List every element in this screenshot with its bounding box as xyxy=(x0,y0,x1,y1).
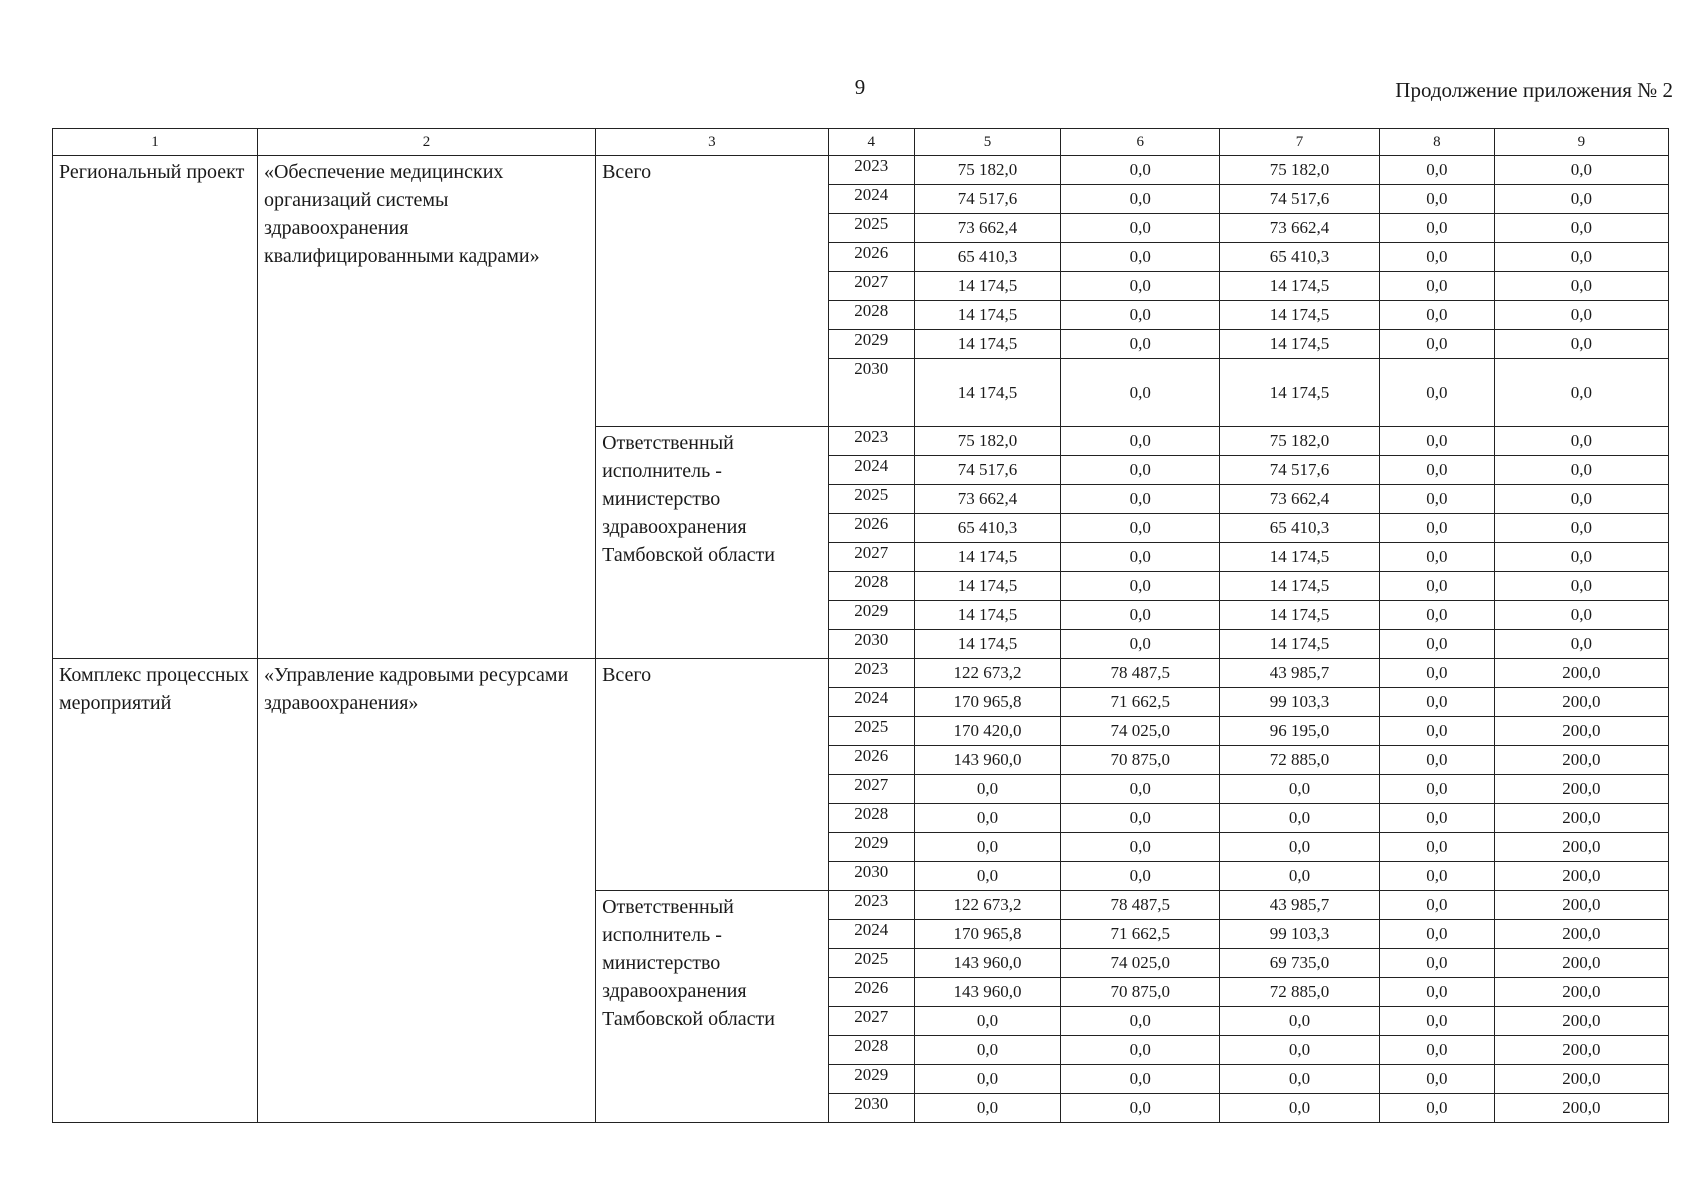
table-body xyxy=(53,156,1669,1123)
value-cell-c6: 71 662,5 xyxy=(1061,688,1220,717)
year-cell: 2023 xyxy=(828,891,914,920)
value-cell-c8: 0,0 xyxy=(1379,746,1494,775)
value-cell-c8: 0,0 xyxy=(1379,272,1494,301)
value-cell-c6: 0,0 xyxy=(1061,775,1220,804)
value-cell-c6: 0,0 xyxy=(1061,862,1220,891)
value-cell-c6: 74 025,0 xyxy=(1061,949,1220,978)
table-row xyxy=(53,659,1669,688)
value-cell-c6: 0,0 xyxy=(1061,833,1220,862)
value-cell-c5: 14 174,5 xyxy=(914,572,1061,601)
value-cell-c8: 0,0 xyxy=(1379,804,1494,833)
page-number: 9 xyxy=(854,75,866,99)
year-cell: 2029 xyxy=(828,330,914,359)
value-cell-c6: 0,0 xyxy=(1061,1036,1220,1065)
value-cell-c9: 0,0 xyxy=(1494,572,1668,601)
value-cell-c6: 74 025,0 xyxy=(1061,717,1220,746)
year-cell: 2030 xyxy=(828,630,914,659)
value-cell-c9: 0,0 xyxy=(1494,214,1668,243)
value-cell-c7: 75 182,0 xyxy=(1220,427,1380,456)
year-cell: 2030 xyxy=(828,1094,914,1123)
year-cell: 2027 xyxy=(828,543,914,572)
value-cell-c8: 0,0 xyxy=(1379,833,1494,862)
value-cell-c9: 0,0 xyxy=(1494,485,1668,514)
year-cell: 2029 xyxy=(828,833,914,862)
table-row xyxy=(53,156,1669,185)
value-cell-c8: 0,0 xyxy=(1379,543,1494,572)
value-cell-c5: 0,0 xyxy=(914,1094,1061,1123)
value-cell-c9: 0,0 xyxy=(1494,456,1668,485)
column-number: 6 xyxy=(1061,129,1220,156)
value-cell-c7: 14 174,5 xyxy=(1220,301,1380,330)
value-cell-c7: 0,0 xyxy=(1220,804,1380,833)
value-cell-c5: 0,0 xyxy=(914,1065,1061,1094)
value-cell-c9: 200,0 xyxy=(1494,1094,1668,1123)
value-cell-c8: 0,0 xyxy=(1379,891,1494,920)
value-cell-c8: 0,0 xyxy=(1379,301,1494,330)
value-cell-c7: 99 103,3 xyxy=(1220,920,1380,949)
value-cell-c5: 122 673,2 xyxy=(914,891,1061,920)
continuation-label: Продолжение приложения № 2 xyxy=(1395,78,1673,102)
value-cell-c5: 122 673,2 xyxy=(914,659,1061,688)
value-cell-c8: 0,0 xyxy=(1379,572,1494,601)
value-cell-c8: 0,0 xyxy=(1379,427,1494,456)
year-cell: 2029 xyxy=(828,601,914,630)
value-cell-c9: 0,0 xyxy=(1494,156,1668,185)
value-cell-c9: 0,0 xyxy=(1494,630,1668,659)
year-cell: 2023 xyxy=(828,156,914,185)
value-cell-c5: 143 960,0 xyxy=(914,746,1061,775)
value-cell-c5: 0,0 xyxy=(914,804,1061,833)
value-cell-c6: 78 487,5 xyxy=(1061,659,1220,688)
value-cell-c8: 0,0 xyxy=(1379,214,1494,243)
value-cell-c9: 0,0 xyxy=(1494,427,1668,456)
value-cell-c5: 74 517,6 xyxy=(914,185,1061,214)
value-cell-c8: 0,0 xyxy=(1379,485,1494,514)
subgroup-label-cell: Ответственный исполнитель - министерство здравоохранения Тамбовской области xyxy=(596,891,829,1123)
value-cell-c5: 74 517,6 xyxy=(914,456,1061,485)
value-cell-c7: 73 662,4 xyxy=(1220,485,1380,514)
value-cell-c7: 0,0 xyxy=(1220,862,1380,891)
value-cell-c7: 75 182,0 xyxy=(1220,156,1380,185)
value-cell-c8: 0,0 xyxy=(1379,1036,1494,1065)
year-cell: 2026 xyxy=(828,746,914,775)
value-cell-c9: 200,0 xyxy=(1494,688,1668,717)
value-cell-c9: 0,0 xyxy=(1494,601,1668,630)
value-cell-c6: 0,0 xyxy=(1061,1065,1220,1094)
value-cell-c8: 0,0 xyxy=(1379,920,1494,949)
year-cell: 2025 xyxy=(828,214,914,243)
value-cell-c7: 0,0 xyxy=(1220,1036,1380,1065)
value-cell-c8: 0,0 xyxy=(1379,775,1494,804)
value-cell-c9: 0,0 xyxy=(1494,272,1668,301)
value-cell-c6: 0,0 xyxy=(1061,330,1220,359)
column-number: 1 xyxy=(53,129,258,156)
year-cell: 2027 xyxy=(828,272,914,301)
value-cell-c9: 200,0 xyxy=(1494,775,1668,804)
value-cell-c9: 200,0 xyxy=(1494,1036,1668,1065)
year-cell: 2026 xyxy=(828,243,914,272)
value-cell-c6: 0,0 xyxy=(1061,601,1220,630)
value-cell-c5: 0,0 xyxy=(914,1036,1061,1065)
value-cell-c8: 0,0 xyxy=(1379,659,1494,688)
value-cell-c5: 73 662,4 xyxy=(914,214,1061,243)
value-cell-c9: 200,0 xyxy=(1494,833,1668,862)
value-cell-c6: 78 487,5 xyxy=(1061,891,1220,920)
value-cell-c6: 70 875,0 xyxy=(1061,746,1220,775)
value-cell-c7: 14 174,5 xyxy=(1220,543,1380,572)
year-cell: 2025 xyxy=(828,949,914,978)
value-cell-c6: 0,0 xyxy=(1061,214,1220,243)
year-cell: 2027 xyxy=(828,775,914,804)
value-cell-c9: 0,0 xyxy=(1494,359,1668,427)
value-cell-c5: 143 960,0 xyxy=(914,949,1061,978)
year-cell: 2027 xyxy=(828,1007,914,1036)
year-cell: 2029 xyxy=(828,1065,914,1094)
value-cell-c9: 200,0 xyxy=(1494,659,1668,688)
value-cell-c8: 0,0 xyxy=(1379,978,1494,1007)
value-cell-c7: 74 517,6 xyxy=(1220,185,1380,214)
value-cell-c9: 0,0 xyxy=(1494,330,1668,359)
year-cell: 2024 xyxy=(828,185,914,214)
year-cell: 2026 xyxy=(828,514,914,543)
value-cell-c6: 0,0 xyxy=(1061,456,1220,485)
value-cell-c5: 0,0 xyxy=(914,833,1061,862)
value-cell-c7: 65 410,3 xyxy=(1220,514,1380,543)
value-cell-c8: 0,0 xyxy=(1379,456,1494,485)
year-cell: 2028 xyxy=(828,572,914,601)
column-number: 4 xyxy=(828,129,914,156)
value-cell-c9: 200,0 xyxy=(1494,1007,1668,1036)
year-cell: 2028 xyxy=(828,1036,914,1065)
value-cell-c6: 0,0 xyxy=(1061,301,1220,330)
group-name-cell: «Управление кадровыми ресурсами здравоохранения» xyxy=(257,659,595,1123)
value-cell-c6: 70 875,0 xyxy=(1061,978,1220,1007)
value-cell-c5: 65 410,3 xyxy=(914,243,1061,272)
group-type-cell: Региональный проект xyxy=(53,156,258,659)
value-cell-c6: 0,0 xyxy=(1061,156,1220,185)
value-cell-c8: 0,0 xyxy=(1379,243,1494,272)
year-cell: 2023 xyxy=(828,427,914,456)
value-cell-c7: 72 885,0 xyxy=(1220,746,1380,775)
value-cell-c6: 71 662,5 xyxy=(1061,920,1220,949)
year-cell: 2030 xyxy=(828,862,914,891)
value-cell-c7: 14 174,5 xyxy=(1220,630,1380,659)
value-cell-c9: 0,0 xyxy=(1494,185,1668,214)
value-cell-c6: 0,0 xyxy=(1061,543,1220,572)
value-cell-c8: 0,0 xyxy=(1379,330,1494,359)
value-cell-c8: 0,0 xyxy=(1379,688,1494,717)
value-cell-c7: 69 735,0 xyxy=(1220,949,1380,978)
value-cell-c8: 0,0 xyxy=(1379,862,1494,891)
budget-table-wrapper xyxy=(52,128,1669,1123)
value-cell-c7: 0,0 xyxy=(1220,833,1380,862)
value-cell-c7: 0,0 xyxy=(1220,775,1380,804)
value-cell-c5: 170 420,0 xyxy=(914,717,1061,746)
value-cell-c5: 14 174,5 xyxy=(914,330,1061,359)
value-cell-c9: 0,0 xyxy=(1494,543,1668,572)
value-cell-c6: 0,0 xyxy=(1061,272,1220,301)
value-cell-c5: 14 174,5 xyxy=(914,630,1061,659)
value-cell-c6: 0,0 xyxy=(1061,359,1220,427)
year-cell: 2023 xyxy=(828,659,914,688)
value-cell-c8: 0,0 xyxy=(1379,156,1494,185)
value-cell-c7: 99 103,3 xyxy=(1220,688,1380,717)
year-cell: 2030 xyxy=(828,359,914,427)
value-cell-c7: 0,0 xyxy=(1220,1094,1380,1123)
value-cell-c7: 74 517,6 xyxy=(1220,456,1380,485)
value-cell-c5: 14 174,5 xyxy=(914,359,1061,427)
value-cell-c5: 170 965,8 xyxy=(914,688,1061,717)
value-cell-c9: 200,0 xyxy=(1494,920,1668,949)
value-cell-c5: 75 182,0 xyxy=(914,156,1061,185)
value-cell-c6: 0,0 xyxy=(1061,427,1220,456)
value-cell-c9: 0,0 xyxy=(1494,514,1668,543)
value-cell-c9: 0,0 xyxy=(1494,243,1668,272)
value-cell-c5: 14 174,5 xyxy=(914,272,1061,301)
column-number: 8 xyxy=(1379,129,1494,156)
value-cell-c6: 0,0 xyxy=(1061,1007,1220,1036)
subgroup-label-cell: Всего xyxy=(596,659,829,891)
year-cell: 2025 xyxy=(828,485,914,514)
column-number: 5 xyxy=(914,129,1061,156)
column-number: 7 xyxy=(1220,129,1380,156)
value-cell-c9: 200,0 xyxy=(1494,891,1668,920)
value-cell-c8: 0,0 xyxy=(1379,717,1494,746)
column-number-row xyxy=(53,129,1669,156)
year-cell: 2028 xyxy=(828,301,914,330)
budget-table xyxy=(52,128,1669,1123)
value-cell-c8: 0,0 xyxy=(1379,514,1494,543)
value-cell-c8: 0,0 xyxy=(1379,949,1494,978)
value-cell-c6: 0,0 xyxy=(1061,243,1220,272)
value-cell-c5: 73 662,4 xyxy=(914,485,1061,514)
value-cell-c5: 143 960,0 xyxy=(914,978,1061,1007)
year-cell: 2024 xyxy=(828,456,914,485)
value-cell-c8: 0,0 xyxy=(1379,630,1494,659)
value-cell-c5: 14 174,5 xyxy=(914,543,1061,572)
value-cell-c6: 0,0 xyxy=(1061,1094,1220,1123)
value-cell-c6: 0,0 xyxy=(1061,572,1220,601)
value-cell-c7: 14 174,5 xyxy=(1220,601,1380,630)
value-cell-c5: 14 174,5 xyxy=(914,301,1061,330)
value-cell-c7: 14 174,5 xyxy=(1220,572,1380,601)
value-cell-c8: 0,0 xyxy=(1379,601,1494,630)
year-cell: 2028 xyxy=(828,804,914,833)
value-cell-c9: 200,0 xyxy=(1494,804,1668,833)
value-cell-c8: 0,0 xyxy=(1379,1065,1494,1094)
value-cell-c6: 0,0 xyxy=(1061,804,1220,833)
value-cell-c5: 75 182,0 xyxy=(914,427,1061,456)
value-cell-c5: 170 965,8 xyxy=(914,920,1061,949)
year-cell: 2025 xyxy=(828,717,914,746)
value-cell-c8: 0,0 xyxy=(1379,1007,1494,1036)
column-number: 9 xyxy=(1494,129,1668,156)
group-name-cell: «Обеспечение медицинских организаций системы здравоохранения квалифицированными кадрами» xyxy=(257,156,595,659)
value-cell-c5: 0,0 xyxy=(914,775,1061,804)
value-cell-c5: 65 410,3 xyxy=(914,514,1061,543)
value-cell-c6: 0,0 xyxy=(1061,630,1220,659)
year-cell: 2024 xyxy=(828,688,914,717)
value-cell-c9: 200,0 xyxy=(1494,862,1668,891)
value-cell-c6: 0,0 xyxy=(1061,485,1220,514)
value-cell-c8: 0,0 xyxy=(1379,359,1494,427)
value-cell-c6: 0,0 xyxy=(1061,185,1220,214)
value-cell-c9: 200,0 xyxy=(1494,746,1668,775)
year-cell: 2026 xyxy=(828,978,914,1007)
value-cell-c7: 73 662,4 xyxy=(1220,214,1380,243)
column-number: 3 xyxy=(596,129,829,156)
value-cell-c9: 200,0 xyxy=(1494,717,1668,746)
value-cell-c9: 0,0 xyxy=(1494,301,1668,330)
value-cell-c9: 200,0 xyxy=(1494,949,1668,978)
subgroup-label-cell: Всего xyxy=(596,156,829,427)
value-cell-c7: 72 885,0 xyxy=(1220,978,1380,1007)
year-cell: 2024 xyxy=(828,920,914,949)
value-cell-c7: 0,0 xyxy=(1220,1065,1380,1094)
column-number: 2 xyxy=(257,129,595,156)
value-cell-c7: 43 985,7 xyxy=(1220,659,1380,688)
value-cell-c7: 14 174,5 xyxy=(1220,272,1380,301)
value-cell-c5: 0,0 xyxy=(914,862,1061,891)
value-cell-c7: 96 195,0 xyxy=(1220,717,1380,746)
value-cell-c5: 14 174,5 xyxy=(914,601,1061,630)
value-cell-c7: 43 985,7 xyxy=(1220,891,1380,920)
value-cell-c9: 200,0 xyxy=(1494,978,1668,1007)
value-cell-c9: 200,0 xyxy=(1494,1065,1668,1094)
value-cell-c8: 0,0 xyxy=(1379,1094,1494,1123)
value-cell-c8: 0,0 xyxy=(1379,185,1494,214)
value-cell-c7: 14 174,5 xyxy=(1220,330,1380,359)
value-cell-c7: 14 174,5 xyxy=(1220,359,1380,427)
value-cell-c7: 0,0 xyxy=(1220,1007,1380,1036)
value-cell-c5: 0,0 xyxy=(914,1007,1061,1036)
subgroup-label-cell: Ответственный исполнитель - министерство здравоохранения Тамбовской области xyxy=(596,427,829,659)
value-cell-c7: 65 410,3 xyxy=(1220,243,1380,272)
value-cell-c6: 0,0 xyxy=(1061,514,1220,543)
group-type-cell: Комплекс процессных мероприятий xyxy=(53,659,258,1123)
